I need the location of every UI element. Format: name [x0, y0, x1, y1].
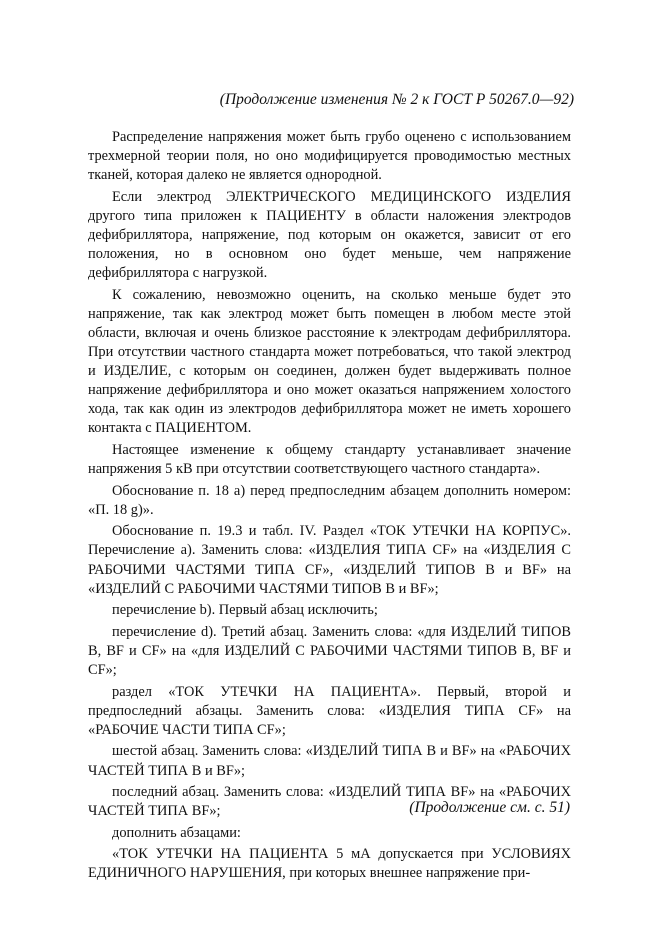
paragraph: перечисление b). Первый абзац исключить;	[112, 602, 378, 619]
paragraph: К сожалению, невозможно оценить, на сколько меньше будет это напряжение, так как электрод может быть помещен в любом месте этой области, включая и очень близкое расстояние к электродам дефибриллятора. При отсутствии частного стандарта может потребоваться, что такой электрод и ИЗДЕЛИЕ, с которым он соединен, должен будет выдерживать полное напряжение дефибриллятора и оно может оказаться напряжением холостого хода, так как один из электродов дефибриллятора может не иметь хорошего контакта с ПАЦИЕНТОМ.	[88, 286, 571, 437]
paragraph: раздел «ТОК УТЕЧКИ НА ПАЦИЕНТА». Первый, второй и предпоследний абзацы. Заменить слова: «ИЗДЕЛИЯ ТИПА CF» на «РАБОЧИЕ ЧАСТИ ТИПА CF»;	[88, 683, 571, 738]
paragraph: последний абзац. Заменить слова: «ИЗДЕЛИЙ ТИПА BF» на «РАБОЧИХ ЧАСТЕЙ ТИПА BF»;	[88, 784, 571, 820]
paragraph: «ТОК УТЕЧКИ НА ПАЦИЕНТА 5 мА допускается при УСЛОВИЯХ ЕДИНИЧНОГО НАРУШЕНИЯ, при которых внешнее напряжение при-	[88, 846, 571, 882]
paragraph: дополнить абзацами:	[112, 824, 241, 841]
paragraph: Распределение напряжения может быть грубо оценено с использованием трехмерной теории поля, но оно модифицируется проводимостью местных тканей, которая далеко не является однородной.	[88, 129, 571, 184]
document-body	[88, 128, 571, 886]
paragraph: Настоящее изменение к общему стандарту устанавливает значение напряжения 5 кВ при отсутствии соответствующего частного стандарта».	[88, 442, 571, 478]
page-header: (Продолжение изменения № 2 к ГОСТ Р 50267.0—92)	[219, 91, 574, 108]
paragraph: перечисление d). Третий абзац. Заменить слова: «для ИЗДЕЛИЙ ТИПОВ В, BF и CF» на «для ИЗДЕЛИЙ С РАБОЧИМИ ЧАСТЯМИ ТИПОВ В, BF и CF»;	[88, 623, 571, 679]
page-footer: (Продолжение см. с. 51)	[409, 799, 570, 816]
paragraph: Обоснование п. 18 а) перед предпоследним абзацем дополнить номером: «П. 18 g)».	[88, 482, 571, 518]
paragraph: шестой абзац. Заменить слова: «ИЗДЕЛИЙ ТИПА В и BF» на «РАБОЧИХ ЧАСТЕЙ ТИПА В и BF»;	[88, 743, 571, 779]
paragraph: Обоснование п. 19.3 и табл. IV. Раздел «ТОК УТЕЧКИ НА КОРПУС». Перечисление а). Заменить слова: «ИЗДЕЛИЯ ТИПА CF» на «ИЗДЕЛИЯ С РАБОЧИМИ ЧАСТЯМИ ТИПА CF», «ИЗДЕЛИЙ ТИПОВ В и BF» на «ИЗДЕЛИЙ С РАБОЧИМИ ЧАСТЯМИ ТИПОВ В и BF»;	[88, 523, 571, 597]
paragraph: Если электрод ЭЛЕКТРИЧЕСКОГО МЕДИЦИНСКОГО ИЗДЕЛИЯ другого типа приложен к ПАЦИЕНТУ в области наложения электродов дефибриллятора, напряжение, под которым он окажется, зависит от его положения, но в основном оно будет меньше, чем напряжение дефибриллятора с нагрузкой.	[88, 188, 571, 282]
